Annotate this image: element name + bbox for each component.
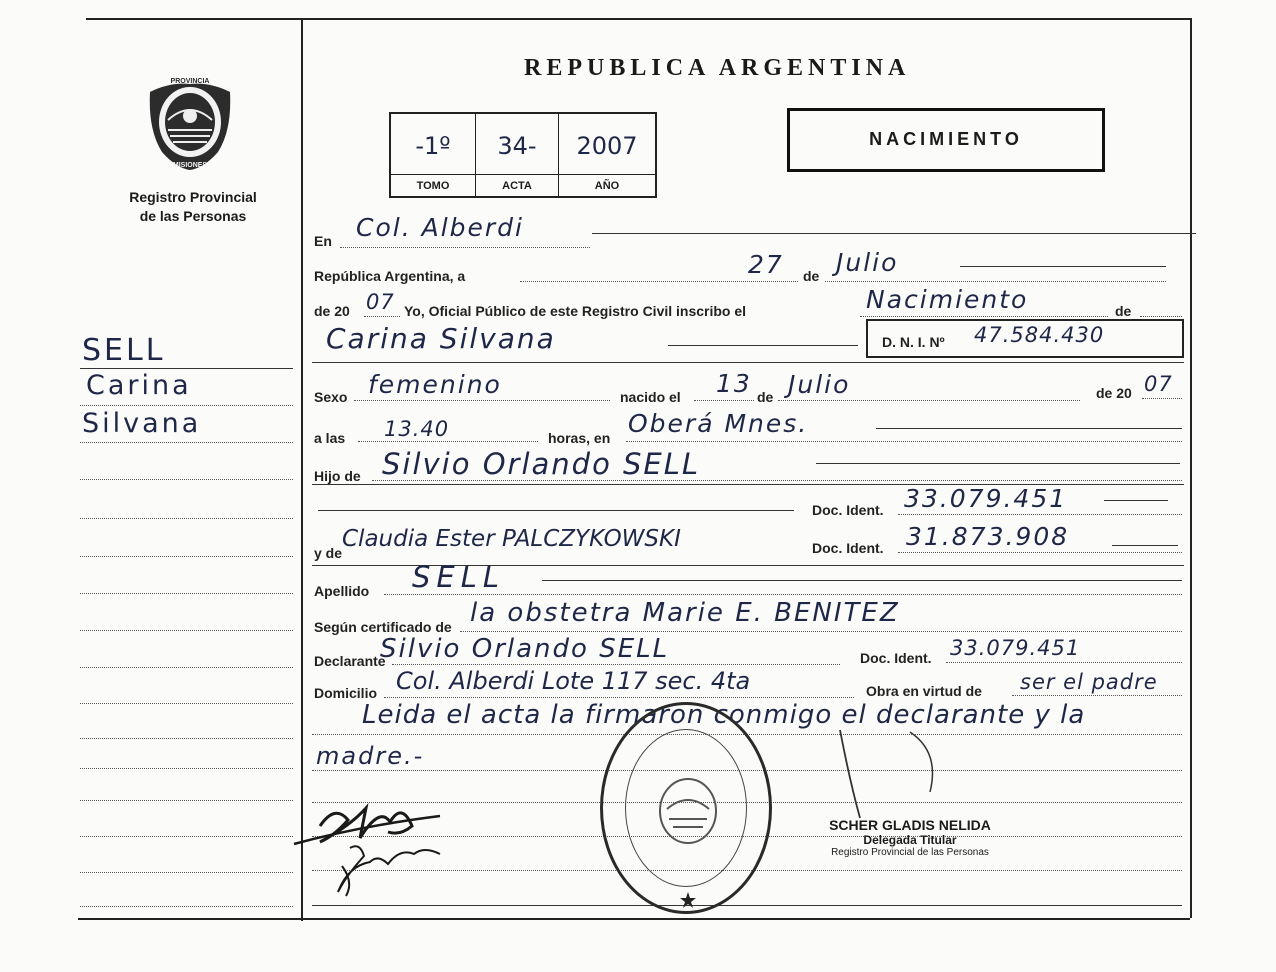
label-horas-en: horas, en (548, 430, 611, 446)
official-stamp (600, 702, 772, 914)
certificate-by-value: la obstetra Marie E. BENITEZ (470, 598, 900, 628)
place-value: Col. Alberdi (356, 213, 524, 242)
margin-given-name-1: Carina (86, 370, 192, 401)
frame-top (86, 18, 1192, 20)
declarant-signature-icon (290, 796, 460, 906)
declarant-doc-value: 33.079.451 (950, 636, 1081, 660)
ano-value: 2007 (576, 132, 638, 160)
stamp-emblem-icon (655, 775, 721, 847)
frame-divider (301, 18, 303, 921)
month-value: Julio (836, 248, 899, 277)
mother-doc-value: 31.873.908 (906, 522, 1070, 551)
year-suffix-value: 07 (366, 290, 395, 314)
label-dni: D. N. I. Nº (882, 334, 945, 350)
label-doc-ident-father: Doc. Ident. (812, 502, 884, 518)
child-name-value: Carina Silvana (326, 322, 556, 355)
acta-value: 34- (497, 132, 537, 160)
registry-name-line2: de las Personas (139, 208, 247, 224)
address-value: Col. Alberdi Lote 117 sec. 4ta (396, 667, 751, 695)
margin-surname: SELL (82, 333, 166, 368)
label-hijo-de: Hijo de (314, 468, 361, 484)
registry-name-line1: Registro Provincial (129, 189, 257, 205)
label-nacido-el: nacido el (620, 389, 681, 405)
dni-value: 47.584.430 (974, 323, 1105, 347)
sex-value: femenino (368, 370, 502, 399)
by-virtue-value: ser el padre (1020, 670, 1158, 694)
birth-year-suffix-value: 07 (1144, 372, 1173, 396)
label-republica-a: República Argentina, a (314, 268, 466, 284)
emblem-text-bottom: MISIONES (172, 162, 208, 169)
emblem-text-top: PROVINCIA (170, 78, 210, 85)
label-en: En (314, 233, 332, 249)
birth-time-value: 13.40 (384, 417, 450, 441)
label-segun-certificado: Según certificado de (314, 619, 452, 635)
label-de-mid: de (757, 389, 774, 405)
label-doc-ident-mother: Doc. Ident. (812, 540, 884, 556)
label-y-de: y de (314, 545, 343, 561)
label-apellido: Apellido (314, 583, 370, 599)
official-signature-icon (820, 722, 970, 822)
label-de-1: de (803, 268, 820, 284)
note-line-1: Leida el acta la firmaron conmigo el declarante y la (362, 700, 1086, 730)
act-type-title: NACIMIENTO (869, 129, 1023, 149)
label-yo-oficial: Yo, Oficial Público de este Registro Civil inscribo el (404, 303, 747, 319)
act-type-box (787, 108, 1105, 172)
official-name: SCHER GLADIS NELIDA (829, 817, 991, 833)
official-role: Delegada Titular (863, 833, 957, 847)
dni-box (866, 319, 1184, 358)
registry-name (108, 188, 278, 226)
declarant-value: Silvio Orlando SELL (380, 634, 670, 664)
frame-bottom (78, 918, 1190, 920)
label-de-end: de (1115, 303, 1132, 319)
margin-given-name-2: Silvana (82, 408, 202, 439)
label-obra-en-virtud: Obra en virtud de (866, 683, 982, 699)
birth-day-value: 13 (716, 369, 752, 398)
acta-label: ACTA (502, 180, 532, 192)
tomo-value: -1º (415, 132, 451, 160)
label-a-las: a las (314, 430, 346, 446)
birth-place-value: Oberá Mnes. (628, 409, 809, 438)
country-title: REPUBLICA ARGENTINA (524, 55, 911, 81)
surname-value: SELL (412, 560, 506, 594)
record-number-box (389, 112, 657, 198)
official-office: Registro Provincial de las Personas (831, 847, 989, 858)
tomo-label: TOMO (416, 180, 450, 192)
father-value: Silvio Orlando SELL (382, 447, 701, 481)
note-line-2: madre.- (316, 742, 425, 770)
ano-label: AÑO (594, 180, 620, 192)
label-domicilio: Domicilio (314, 685, 378, 701)
label-declarante: Declarante (314, 653, 386, 669)
label-doc-ident-declarant: Doc. Ident. (860, 650, 932, 666)
stamp-star-icon (679, 891, 697, 909)
label-de-20: de 20 (314, 303, 350, 319)
father-doc-value: 33.079.451 (904, 484, 1068, 513)
label-de-20-b: de 20 (1096, 385, 1132, 401)
frame-right (1190, 18, 1192, 918)
birth-month-value: Julio (788, 370, 851, 399)
label-sexo: Sexo (314, 389, 348, 405)
act-name-value: Nacimiento (866, 285, 1029, 314)
day-value: 27 (748, 250, 784, 279)
mother-value: Claudia Ester PALCZYKOWSKI (342, 526, 681, 552)
provincial-emblem-icon (140, 70, 240, 172)
official-block (800, 817, 1020, 858)
